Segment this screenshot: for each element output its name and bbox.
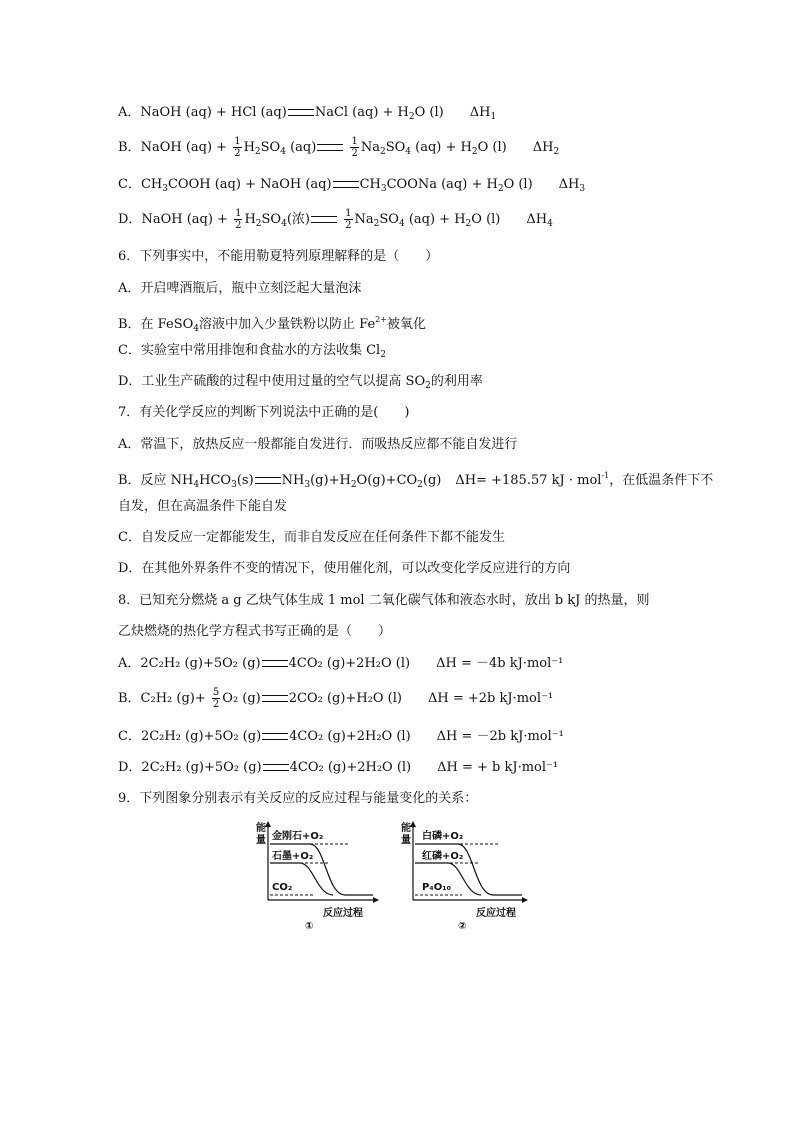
level-label-bottom: CO₂	[272, 882, 293, 893]
equals-sign	[288, 109, 314, 116]
q6-option-b[interactable]: B．在 FeSO$_4$溶液中加入少量铁粉以防止 $Fe^{2+}$被氧化	[118, 315, 426, 334]
level-label-top: 白磷+O₂	[422, 831, 464, 842]
equals-sign	[311, 216, 337, 223]
q8-stem-line1: 8．已知充分燃烧 a g 乙炔气体生成 1 mol 二氧化碳气体和液态水时，放出 b kJ 的热量，则	[118, 593, 650, 608]
q6-stem: 6．下列事实中，不能用勒夏特列原理解释的是（ ）	[118, 249, 439, 264]
q8-stem-line2: 乙炔燃烧的热化学方程式书写正确的是（ ）	[118, 624, 392, 639]
q8-option-d[interactable]: D．2C₂H₂ (g)+5O₂ (g) 4CO₂ (g)+2H₂O (l) ΔH = + b kJ·mol⁻¹	[118, 760, 559, 775]
equals-sign	[262, 660, 288, 667]
fraction: $\frac{5}{2}$	[212, 687, 220, 710]
q7-option-b-continued: 自发，但在高温条件下能自发	[118, 499, 288, 514]
q7-option-a[interactable]: A．常温下，放热反应一般都能自发进行．而吸热反应都不能自发进行	[118, 437, 518, 452]
fraction: $\frac{1}{2}$	[234, 136, 241, 159]
q7-option-b[interactable]: B．反应 $NH_4HCO_3(s)$ $NH_3(g)+H_2O(g)+CO_2(g)$ ΔH= +185.57 kJ · mol$^{-1}$，在低温条件下不	[118, 471, 714, 490]
q9-stem: 9．下列图象分别表示有关反应的反应过程与能量变化的关系：	[118, 791, 478, 806]
energy-diagram-2	[400, 818, 530, 933]
q5-option-b[interactable]: B．NaOH (aq) + $\frac{1}{2}$ $H_2SO_4$ (aq) $\frac{1}{2}$ $Na_2SO_4$ $(aq) + H_2O$ (l) $\Delta H_2$	[118, 136, 560, 159]
figure-caption: ①	[305, 921, 314, 932]
q6-option-a[interactable]: A．开启啤酒瓶后，瓶中立刻泛起大量泡沫	[118, 281, 362, 296]
level-label-mid: 石墨+O₂	[272, 851, 314, 862]
q5-option-d[interactable]: D．NaOH (aq) + $\frac{1}{2}$ $H_2SO_4$(浓) $\frac{1}{2}$ $Na_2SO_4$ $(aq) + H_2O$ (l) $\Delta H_4$	[118, 208, 553, 231]
y-axis-label-2: 量	[256, 835, 266, 846]
level-label-bottom: P₄O₁₀	[422, 882, 451, 893]
x-axis-label: 反应过程	[323, 908, 363, 919]
equals-sign	[263, 764, 289, 771]
fraction: $\frac{1}{2}$	[351, 136, 358, 159]
fraction: $\frac{1}{2}$	[235, 208, 242, 231]
x-axis-label: 反应过程	[476, 908, 516, 919]
equals-sign	[262, 733, 288, 740]
fraction: $\frac{1}{2}$	[345, 208, 352, 231]
q7-stem: 7．有关化学反应的判断下列说法中正确的是( )	[118, 405, 410, 420]
q8-option-b[interactable]: B．C₂H₂ (g)+ $\frac{5}{2}$ O₂ (g) 2CO₂ (g)+H₂O (l) ΔH = +2b kJ·mol⁻¹	[118, 687, 554, 710]
y-axis-label-1: 能	[256, 823, 266, 834]
figure-caption: ②	[458, 921, 467, 932]
equals-sign	[262, 695, 288, 702]
q8-option-a[interactable]: A．2C₂H₂ (g)+5O₂ (g) 4CO₂ (g)+2H₂O (l) ΔH = －4b kJ·mol⁻¹	[118, 656, 564, 671]
equals-sign	[255, 477, 281, 484]
q8-option-c[interactable]: C．2C₂H₂ (g)+5O₂ (g) 4CO₂ (g)+2H₂O (l) ΔH = －2b kJ·mol⁻¹	[118, 729, 564, 744]
q7-option-d[interactable]: D．在其他外界条件不变的情况下，使用催化剂，可以改变化学反应进行的方向	[118, 561, 571, 576]
level-label-mid: 红磷+O₂	[422, 851, 464, 862]
y-axis-label-1: 能	[401, 823, 411, 834]
q6-option-c[interactable]: C．实验室中常用排饱和食盐水的方法收集 $Cl_2$	[118, 343, 386, 360]
level-label-top: 金刚石+O₂	[272, 831, 324, 842]
q5-option-a[interactable]: A．NaOH (aq) + HCl (aq) NaCl $(aq) + H_2O$ (l) $\Delta H_1$	[118, 105, 497, 122]
equals-sign	[333, 181, 359, 188]
y-axis-label-2: 量	[401, 835, 411, 846]
equals-sign	[317, 144, 343, 151]
q7-option-c[interactable]: C．自发反应一定都能发生，而非自发反应在任何条件下都不能发生	[118, 530, 505, 545]
energy-diagram-1	[255, 818, 380, 933]
q6-option-d[interactable]: D．工业生产硫酸的过程中使用过量的空气以提高 $SO_2$的利用率	[118, 374, 483, 391]
q5-option-c[interactable]: C．$CH_3COOH$ (aq) + NaOH (aq) $CH_3COONa$ $(aq) + H_2O$ (l) $\Delta H_3$	[118, 177, 586, 194]
